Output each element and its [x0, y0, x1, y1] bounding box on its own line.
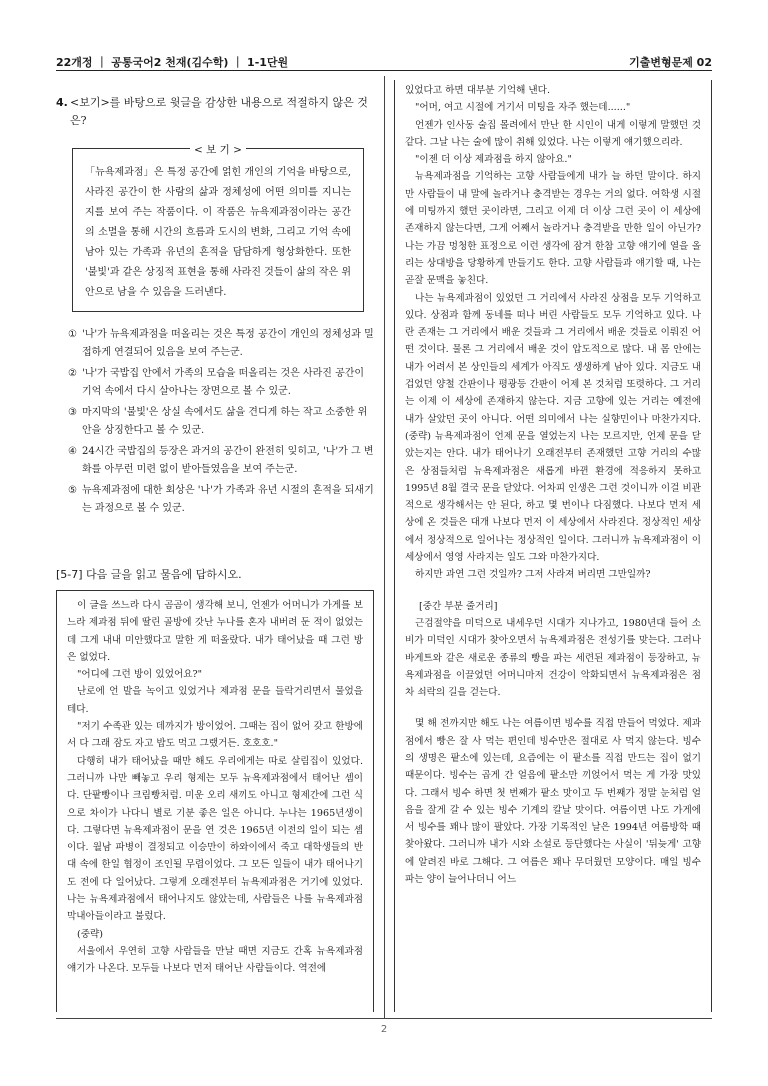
- passage-paragraph: "어디에 그런 방이 있었어요?": [77, 669, 203, 681]
- passage-right: [394, 80, 712, 1012]
- bogi-box: [72, 144, 364, 312]
- passage-paragraph: 하지만 과연 그런 것일까? 그저 사라져 버리면 그만일까?: [415, 569, 651, 581]
- passage-paragraph: "이젠 더 이상 제과점을 하지 않아요.": [415, 154, 572, 166]
- choice-5[interactable]: ⑤ 뉴욕제과점에 대한 회상은 '나'가 가족과 유년 시절의 흔적을 되새기는 과정으로 볼 수 있군.: [68, 485, 374, 514]
- choice-2[interactable]: ② '나'가 국밥집 안에서 가족의 모습을 떠올리는 것은 사라진 공간이 기억 속에서 다시 살아나는 장면으로 볼 수 있군.: [68, 368, 365, 397]
- answer-choices: [56, 326, 374, 518]
- passage-paragraph: "어머, 여고 시절에 거기서 미팅을 자주 했는데......": [415, 102, 631, 114]
- passage-paragraph: "저기 수족관 있는 데까지가 방이었어. 그때는 집이 없어 갖고 한방에서 다 그래 잠도 자고 밥도 먹고 그랬거든. 호호호.": [67, 721, 363, 750]
- passage-paragraph: 서울에서 우연히 고향 사람들을 만날 때면 지금도 간혹 뉴욕제과점 얘기가 나온다. 모두들 나보다 먼저 태어난 사람들이다. 역전에: [67, 945, 363, 975]
- section-heading: [5-7] 다음 글을 읽고 물음에 답하시오.: [56, 568, 242, 581]
- omission-mark: (중략): [77, 928, 104, 940]
- passage-paragraph: 있었다고 하면 대부분 기억해 낸다.: [405, 85, 550, 96]
- passage-paragraph: 나는 뉴욕제과점이 있었던 그 거리에서 사라진 상점을 모두 기억하고 있다. 상점과 함께 동네를 떠나 버린 사람들도 모두 기억하고 있다. 나란 존재는 그 거리에서 배운 것들과 그 거리에서 배운 것들로 이뤄진 어떤 것이다. 물론 그 거리에서 배운 것이 압도적으로 많다. 내 몸 안에는 내가 어려서 본 상인들의 세계가 아직도 생생하게 남아 있다. 지금도 내겁었던 양철 간판이나 평광등 간판이 어제 본 것처럼 또렷하다. 그 거리는 이제 이 세상에 존재하지 않는다. 지금 고향에 있는 거리는 예전에 내가 살았던 곳이 아니다. 어떤 의미에서 나는 실향민이나 마찬가지다. (중략) 뉴욕제과점이 언제 문을 열었는지 나는 모르지만, 언제 문을 닫았는지는 안다. 내가 태어나기 오래전부터 존재했던 고향 거리의 수많은 상점들처럼 뉴욕제과점은 새롭게 바뀐 환경에 적응하지 못하고 1995년 8월 결국 문을 닫았다. 어차피 인생은 그런 것이니까 이걸 비관적으로 생각해서는 안 된다, 하고 몇 번이나 다짐했다. 나보다 먼저 세상에 온 것들은 대개 나보다 먼저 이 세상에서 사라진다. 정상적인 세상에서 정상적으로 일어나는 정상적인 일이다. 그러니까 뉴욕제과점이 이 세상에서 영영 사라지는 일도 그와 마찬가지다.: [405, 292, 701, 564]
- course-info: 22개정 ｜ 공통국어2 천재(김수학) ｜ 1-1단원: [56, 56, 289, 69]
- middle-summary-text: 근검절약을 미덕으로 내세우던 시대가 지나가고, 1980년대 들어 소비가 미덕인 시대가 찾아오면서 뉴욕제과점은 전성기를 맞는다. 그러나 바게트와 같은 새로운 종류의 빵을 파는 세련된 제과점이 등장하고, 뉴욕제과점을 이끌었던 어머니마저 건강이 악화되면서 뉴욕제과점은 점차 쇠락의 길을 걷는다.: [405, 617, 701, 699]
- bogi-label: < 보 기 >: [190, 144, 246, 156]
- question-4: [56, 94, 374, 130]
- choice-4[interactable]: ④ 24시간 국밥집의 등장은 과거의 공간이 완전히 잊히고, '나'가 그 변화를 아무런 미련 없이 받아들였음을 보여 주는군.: [68, 446, 374, 475]
- page-number: 2: [380, 1024, 388, 1035]
- passage-left: [56, 590, 374, 1012]
- choice-3[interactable]: ③ 마지막의 '불빛'은 상실 속에서도 삶을 견디게 하는 작고 소중한 위안을 상징한다고 볼 수 있군.: [68, 407, 368, 436]
- header-rule: [56, 70, 712, 71]
- footer-rule: [56, 1018, 712, 1019]
- bogi-text: 「뉴욕제과점」은 특정 공간에 얽힌 개인의 기억을 바탕으로, 사라진 공간이 한 사람의 삶과 정체성에 어떤 의미를 지니는지를 보여 주는 작품이다. 이 작품은 뉴욕제과점이라는 공간의 소멸을 통해 시간의 흐름과 도시의 변화, 그리고 기억 속에 남아 있는 가족과 유년의 흔적을 담담하게 형상화한다. 또한 '불빛'과 같은 상징적 표현을 통해 사라진 것들이 삶의 작은 위안으로 남을 수 있음을 드러낸다.: [85, 167, 351, 298]
- question-text: <보기>를 바탕으로 윗글을 감상한 내용으로 적절하지 않은 것은?: [70, 96, 368, 127]
- passage-paragraph: 난로에 언 발을 녹이고 있었거나 제과점 문을 들락거리면서 물었을 테다.: [67, 686, 363, 715]
- doc-type-label: 기출변형문제 02: [629, 56, 712, 69]
- middle-summary-label: [중간 부분 줄거리]: [419, 600, 498, 612]
- passage-paragraph: 뉴욕제과점을 기억하는 고향 사람들에게 내가 늘 하던 말이다. 하지만 사람들이 내 말에 놀라거나 충격받는 경우는 거의 없다. 여학생 시절에 미팅까지 했던 곳이라면, 그리고 이제 더 이상 그런 곳이 이 세상에 존재하지 않는다면, 그게 어째서 놀라거나 충격받을 만한 일이 아닌가? 나는 가끔 멍청한 표정으로 이런 생각에 잠겨 한참 고향 얘기에 열을 올리는 상대방을 당황하게 만들기도 한다. 고향 사람들과 얘기할 때, 나는 곧잘 문맥을 놓친다.: [405, 171, 701, 287]
- choice-1[interactable]: ① '나'가 뉴욕제과점을 떠올리는 것은 특정 공간이 개인의 정체성과 밀접하게 연결되어 있음을 보여 주는군.: [68, 329, 374, 358]
- left-column: [56, 80, 374, 521]
- question-number: 4.: [56, 96, 68, 109]
- passage-paragraph: 다행히 내가 태어났을 때만 해도 우리에게는 따로 살림집이 있었다. 그러니까 나만 빼놓고 우리 형제는 모두 뉴욕제과점에서 태어난 셈이다. 단팥빵이나 크림빵처럼. 미운 오리 새끼도 아니고 형제간에 그런 식으로 차이가 나다니 별로 기분 좋은 일은 아니다. 누나는 1965년생이다. 그렇다면 뉴욕제과점이 문을 연 것은 1965년 이전의 일이 되는 셈이다. 월남 파병이 결정되고 이승만이 하와이에서 죽고 대학생들의 반대 속에 한일 협정이 조인될 무렵이었다. 그 모든 일들이 내가 태어나기도 전에 다 일어났다. 그렇게 오래전부터 뉴욕제과점은 거기에 있었다. 나는 뉴욕제과점에서 태어나지도 않았는데, 사람들은 나를 뉴욕제과점 막내아들이라고 불렀다.: [67, 755, 363, 923]
- passage-paragraph: 이 글을 쓰느라 다시 곰곰이 생각해 보니, 언젠가 어머니가 가게를 보느라 제과점 뒤에 딸린 골방에 갓난 누나를 혼자 내버려 둔 적이 없었는데 그게 내내 미안했다고 말한 게 떠올랐다. 내가 태어났을 때 그런 방은 없었다.: [67, 600, 363, 663]
- right-column: [394, 80, 712, 1012]
- page-header: [56, 50, 712, 70]
- column-divider: [384, 76, 385, 1018]
- passage-paragraph: 몇 해 전까지만 해도 나는 여름이면 빙수를 직접 만들어 먹었다. 제과점에서 빵은 잘 사 먹는 편인데 빙수만은 절대로 사 먹지 않는다. 빙수의 생명은 팥소에 있는데, 요즘에는 이 팥소를 직접 만드는 집이 없기 때문이다. 빙수는 곱게 간 얼음에 팥소만 끼얹어서 먹는 게 가장 맛있다. 그래서 빙수 하면 첫 번째가 팥소 맛이고 두 번째가 정말 눈처럼 얼음을 잘게 갈 수 있는 빙수 기계의 칼날 맛이다. 여름이면 나도 가게에서 빙수를 꽤나 많이 팔았다. 가장 기록적인 날은 1994년 여름방학 때 찾아왔다. 그러니까 내가 시와 소설로 등단했다는 사실이 '뒤늦게' 고향에 알려진 바로 그해다. 그 여름은 꽤나 무더웠던 모양이다. 매일 빙수 파는 양이 늘어나더니 어느: [405, 718, 701, 886]
- passage-paragraph: 언젠가 인사동 술집 몰려에서 만난 한 시인이 내게 이렇게 말했던 것 같다. 그날 나는 술에 많이 취해 있었다. 나는 이렇게 얘기했으리라.: [405, 119, 701, 148]
